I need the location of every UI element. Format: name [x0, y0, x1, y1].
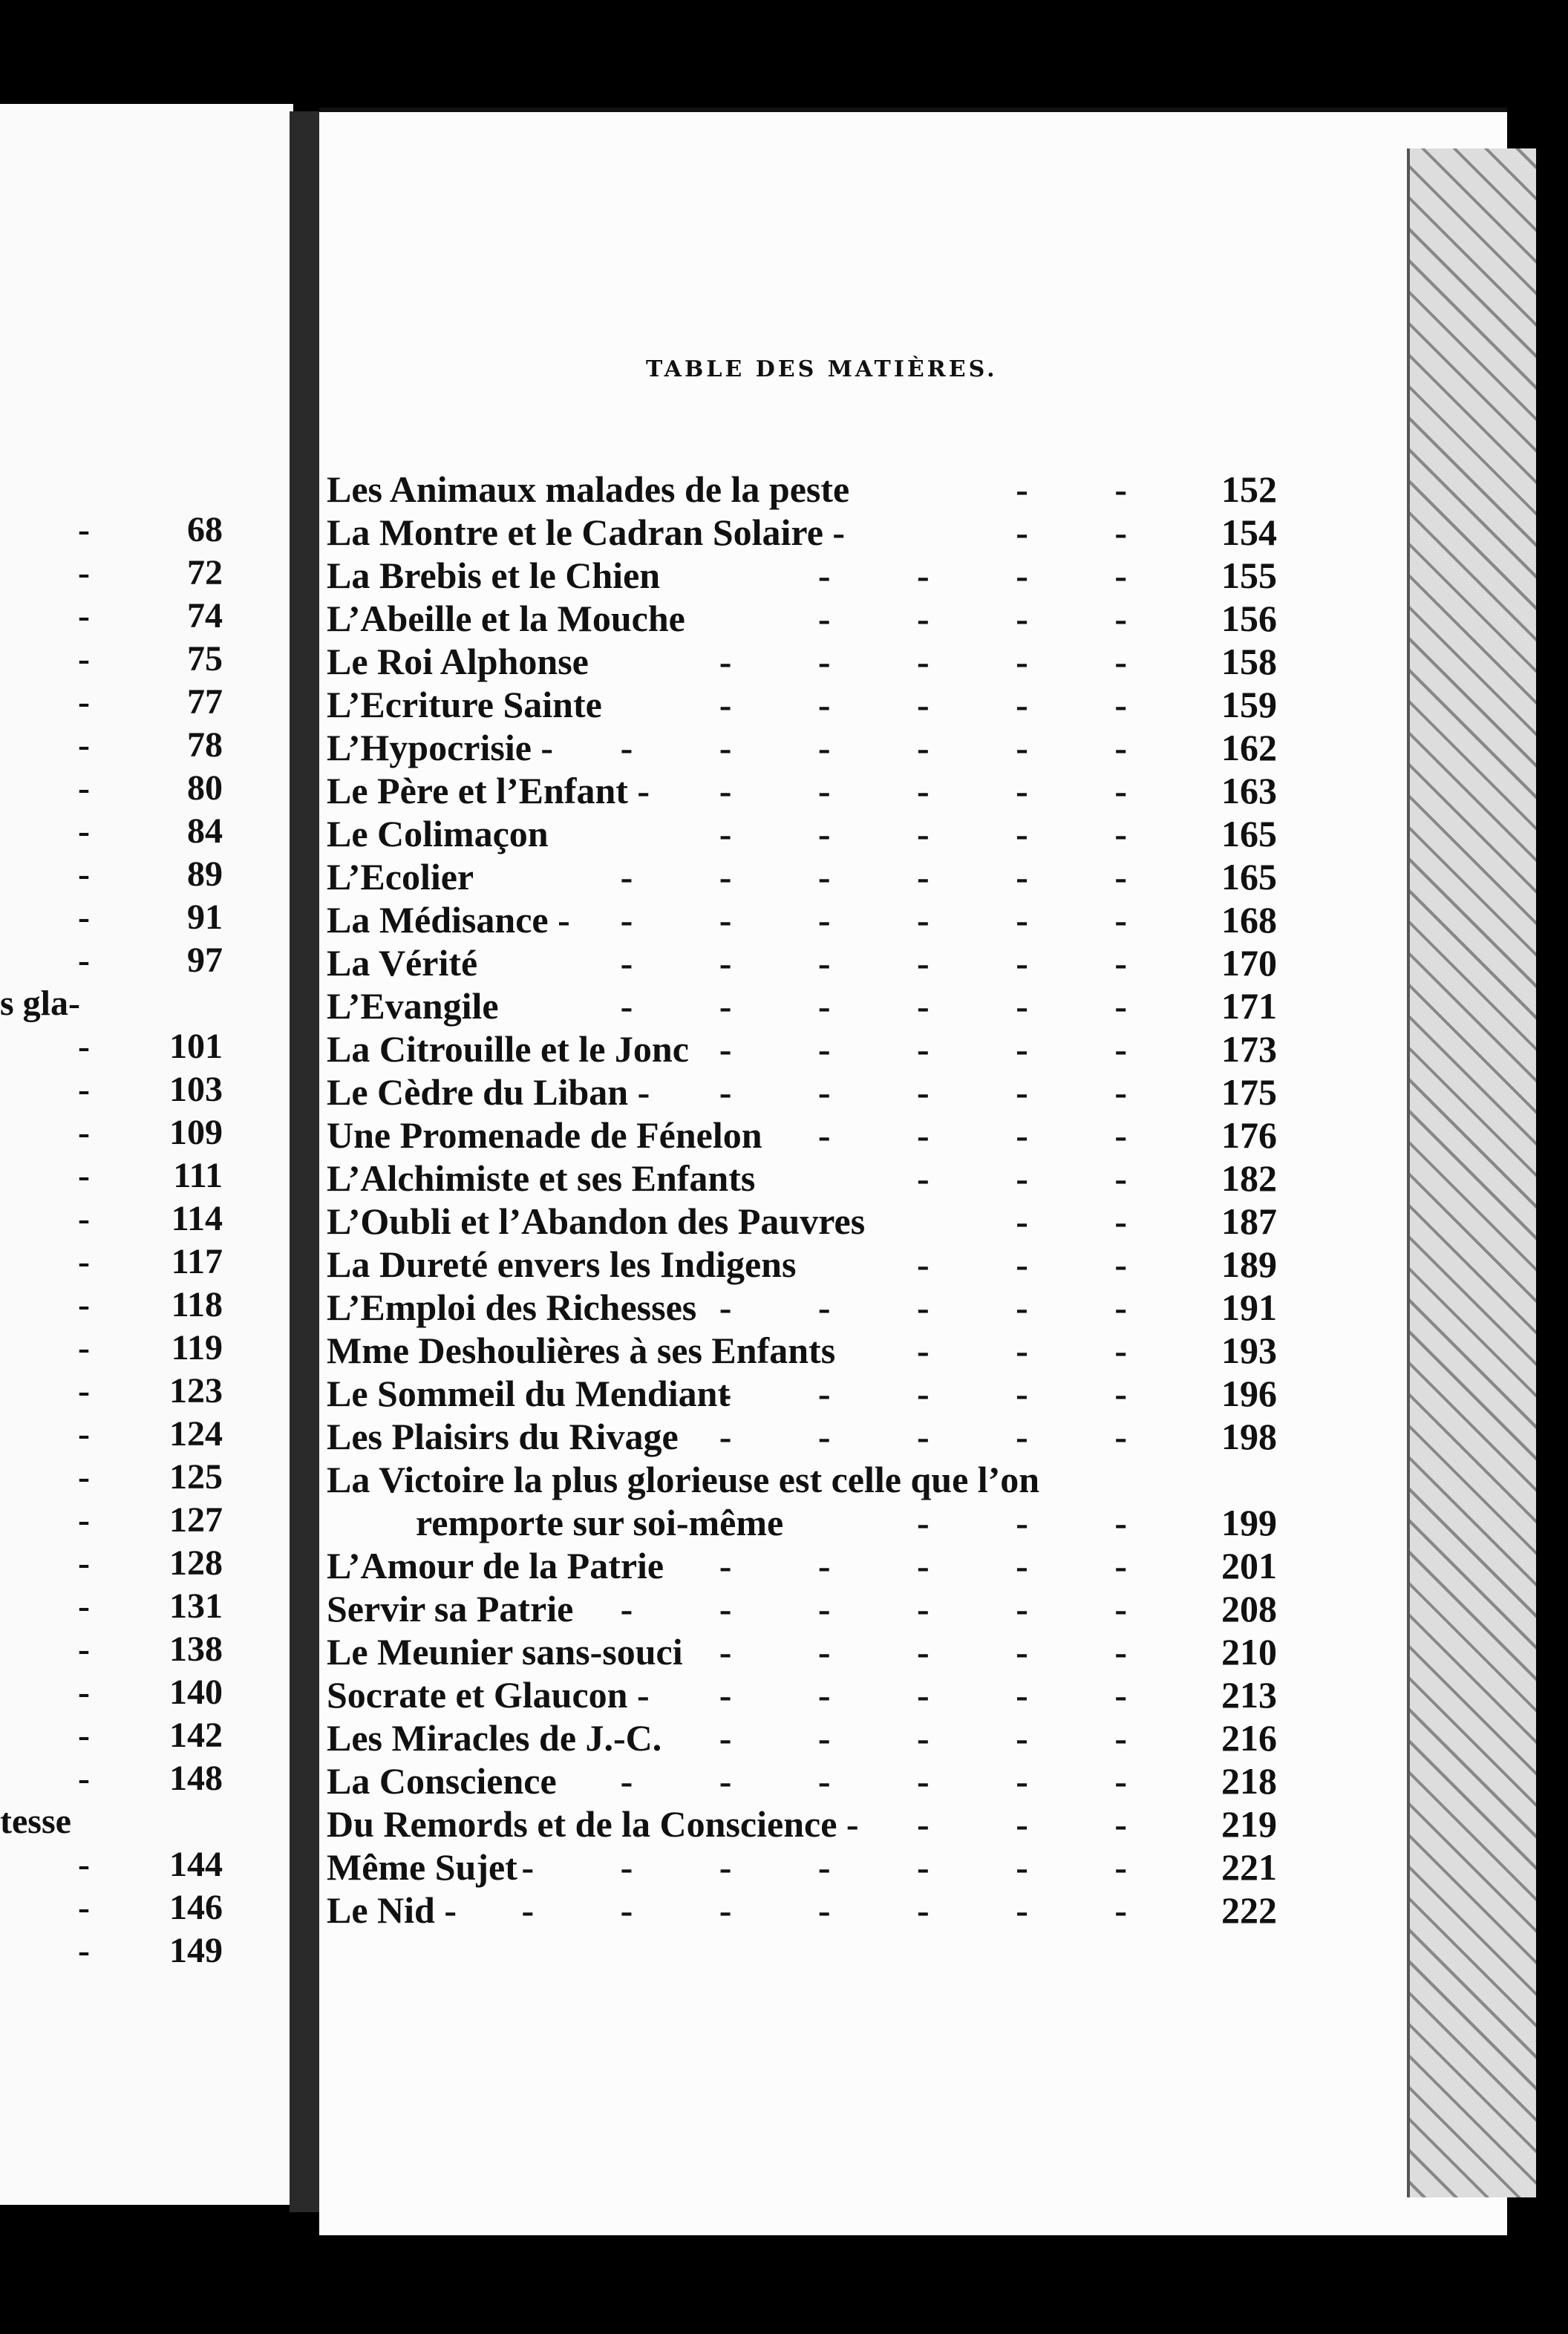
left-page-leader: -: [78, 1285, 90, 1324]
left-page-number: 142: [169, 1716, 223, 1755]
left-page-row: [0, 810, 223, 853]
toc-entry-page-number: 152: [1221, 468, 1277, 510]
toc-entry: [327, 941, 1277, 984]
toc-entry-page-number: 171: [1221, 985, 1277, 1027]
left-page-number: 128: [169, 1543, 223, 1583]
toc-entry: [327, 1802, 1277, 1846]
toc-entry-page-number: 216: [1221, 1717, 1277, 1759]
toc-entry-page-number: 193: [1221, 1330, 1277, 1371]
toc-entry-page-number: 155: [1221, 555, 1277, 596]
toc-entry-title: Une Promenade de Fénelon: [327, 1114, 762, 1156]
left-page-number: 127: [169, 1500, 223, 1540]
toc-entry-title: L’Abeille et la Mouche: [327, 598, 685, 639]
left-page-number: 80: [187, 768, 223, 808]
toc-entry-title: L’Hypocrisie -: [327, 727, 554, 768]
toc-entry-title: La Vérité: [327, 942, 478, 984]
left-page-leader: -: [78, 510, 90, 549]
toc-entry-leader: - - - - - -: [620, 727, 1166, 768]
toc-entry-title: Mme Deshoulières à ses Enfants: [327, 1330, 836, 1371]
left-page-leader: -: [78, 854, 90, 894]
left-page-row: [0, 552, 223, 595]
toc-entry: [327, 1544, 1277, 1587]
toc-entry-leader: - - - -: [817, 1114, 1166, 1156]
left-page-leader: -: [78, 1457, 90, 1497]
left-page-row: [0, 1284, 223, 1327]
left-page-row: [0, 1068, 223, 1111]
left-page-leader: -: [78, 1586, 90, 1626]
left-page-row: [0, 1628, 223, 1671]
toc-entry: [327, 1027, 1277, 1070]
left-page-leader: -: [78, 1199, 90, 1238]
toc-entry: [327, 597, 1277, 640]
left-page-text-fragment: tesse: [0, 1802, 71, 1841]
left-page-number: 68: [187, 510, 223, 549]
toc-entry-leader: - -: [1016, 511, 1166, 553]
toc-entry-leader: - - - - -: [719, 813, 1166, 854]
toc-entry-title: Le Roi Alphonse: [327, 641, 589, 682]
toc-entry-page-number: 159: [1221, 684, 1277, 725]
toc-entry-page-number: 196: [1221, 1373, 1277, 1414]
toc-entry: [327, 1200, 1277, 1243]
toc-entry: [327, 1673, 1277, 1716]
toc-entry-leader: - - - - -: [719, 641, 1166, 682]
left-page-number: 125: [169, 1457, 223, 1497]
left-page-row: [0, 853, 223, 896]
left-page-row: [0, 939, 223, 982]
toc-entry-title: Les Animaux malades de la peste: [327, 468, 850, 510]
left-page-leader: -: [78, 1716, 90, 1755]
toc-entry-leader: - - - - - - -: [521, 1889, 1166, 1931]
left-page-number: 131: [169, 1586, 223, 1626]
toc-entry: [327, 1716, 1277, 1759]
toc-entry-title: La Conscience: [327, 1760, 557, 1802]
left-page-row: [0, 767, 223, 810]
left-page: [0, 104, 293, 2205]
toc-entry-leader: - - - - -: [719, 1373, 1166, 1414]
left-page-number: 117: [171, 1242, 223, 1281]
left-page-row: [0, 1197, 223, 1240]
left-page-row: [0, 1542, 223, 1585]
toc-entry-page-number: 165: [1221, 813, 1277, 854]
toc-entry-title: La Citrouille et le Jonc: [327, 1028, 689, 1070]
toc-entry-page-number: 219: [1221, 1803, 1277, 1845]
left-page-leader: -: [78, 553, 90, 592]
toc-entry-leader: - - - - -: [719, 1674, 1166, 1716]
toc-entry-leader: - - - - - -: [620, 856, 1166, 898]
left-page-row: [0, 896, 223, 939]
toc-entry-page-number: 156: [1221, 598, 1277, 639]
toc-entry-leader: - - - - -: [719, 770, 1166, 811]
left-page-leader: -: [78, 1113, 90, 1152]
toc-entry-title: L’Evangile: [327, 985, 499, 1027]
left-page-leader: -: [78, 725, 90, 765]
toc-entry: [327, 1286, 1277, 1329]
left-page-row: [0, 1327, 223, 1370]
left-page-leader: -: [78, 596, 90, 635]
left-page-leader: -: [78, 1500, 90, 1540]
toc-entry: [327, 468, 1277, 511]
toc-entry-leader: - - -: [917, 1502, 1166, 1543]
left-page-row: [0, 509, 223, 552]
toc-entry-page-number: 198: [1221, 1416, 1277, 1457]
left-page-number: 148: [169, 1759, 223, 1798]
running-title: TABLE DES MATIÈRES.: [646, 356, 998, 382]
left-page-leader: -: [78, 1845, 90, 1884]
toc-entry-page-number: 199: [1221, 1502, 1277, 1543]
toc-entry-title: remporte sur soi-même: [416, 1502, 784, 1543]
toc-entry-title: Le Nid -: [327, 1889, 457, 1931]
left-page-number: 97: [187, 941, 223, 980]
toc-entry-page-number: 170: [1221, 942, 1277, 984]
left-page-number: 84: [187, 811, 223, 851]
toc-entry: [327, 1415, 1277, 1458]
toc-entry-title: La Brebis et le Chien: [327, 555, 661, 596]
toc-entry-page-number: 221: [1221, 1846, 1277, 1888]
left-page-row: [0, 1025, 223, 1068]
left-page-number: 111: [173, 1156, 223, 1195]
toc-entry: [327, 1157, 1277, 1200]
toc-entry-leader: - - -: [917, 1330, 1166, 1371]
toc-entry-page-number: 187: [1221, 1200, 1277, 1242]
left-page-row: [0, 1671, 223, 1714]
left-page-row: [0, 1499, 223, 1542]
left-page-number: 114: [171, 1199, 223, 1238]
left-page-row: [0, 1585, 223, 1628]
toc-entry-leader: - - - -: [817, 598, 1166, 639]
toc-entry-page-number: 175: [1221, 1071, 1277, 1113]
left-page-row: [0, 1370, 223, 1413]
toc-entry: [327, 1846, 1277, 1889]
left-page-toc-fragment: [0, 509, 223, 1972]
left-page-leader: -: [78, 898, 90, 937]
left-page-leader: -: [78, 1543, 90, 1583]
toc-entry-leader: - - - - - -: [620, 985, 1166, 1027]
toc-entry-title: Le Père et l’Enfant -: [327, 770, 650, 811]
toc-entry: [327, 1329, 1277, 1372]
left-page-row: [0, 595, 223, 638]
left-page-number: 140: [169, 1673, 223, 1712]
left-page-number: 149: [169, 1931, 223, 1970]
toc-entry: [327, 984, 1277, 1027]
toc-entry-leader: - - - - -: [719, 1717, 1166, 1759]
left-page-leader: -: [78, 1414, 90, 1454]
left-page-row: [0, 1240, 223, 1284]
left-page-leader: -: [78, 1673, 90, 1712]
left-page-number: 109: [169, 1113, 223, 1152]
left-page-row: [0, 1714, 223, 1757]
toc-entry-page-number: 176: [1221, 1114, 1277, 1156]
toc-entry-page-number: 163: [1221, 770, 1277, 811]
toc-entry-title: Même Sujet: [327, 1846, 517, 1888]
toc-entry-title: Servir sa Patrie: [327, 1588, 574, 1629]
toc-entry-leader: - - - - - -: [620, 899, 1166, 941]
toc-entry: [327, 726, 1277, 769]
left-page-row: [0, 724, 223, 767]
toc-entry-page-number: 218: [1221, 1760, 1277, 1802]
page-edge-texture: [1407, 148, 1536, 2197]
toc-entry-leader: - - -: [917, 1243, 1166, 1285]
toc-entry-leader: - -: [1016, 1200, 1166, 1242]
toc-entry: [327, 511, 1277, 554]
toc-entry-leader: - - - - -: [719, 1028, 1166, 1070]
toc-entry: [327, 1458, 1277, 1501]
left-page-leader: -: [78, 639, 90, 679]
left-page-number: 119: [171, 1328, 223, 1367]
toc-entry-leader: - - - - - - -: [521, 1846, 1166, 1888]
toc-entry-page-number: 165: [1221, 856, 1277, 898]
left-page-number: 146: [169, 1888, 223, 1927]
toc-entry-title: L’Oubli et l’Abandon des Pauvres: [327, 1200, 866, 1242]
left-page-leader: -: [78, 1070, 90, 1109]
left-page-row: [0, 1929, 223, 1972]
left-page-number: 74: [187, 596, 223, 635]
toc-entry: [327, 683, 1277, 726]
toc-entry-leader: - - - - -: [719, 1416, 1166, 1457]
toc-entry-title: La Victoire la plus glorieuse est celle que l’on: [327, 1459, 1040, 1500]
left-page-number: 101: [169, 1027, 223, 1066]
toc-entry-page-number: 154: [1221, 511, 1277, 553]
toc-entry-page-number: 168: [1221, 899, 1277, 941]
toc-entry-page-number: 162: [1221, 727, 1277, 768]
toc-entry: [327, 640, 1277, 683]
left-page-row: [0, 1800, 223, 1843]
table-of-contents: [327, 468, 1277, 1932]
left-page-number: 75: [187, 639, 223, 679]
toc-entry: [327, 1372, 1277, 1415]
left-page-row: [0, 1154, 223, 1197]
toc-entry: [327, 554, 1277, 597]
left-page-row: [0, 1111, 223, 1154]
left-page-row: [0, 1757, 223, 1800]
toc-entry-leader: - -: [1016, 468, 1166, 510]
left-page-leader: -: [78, 768, 90, 808]
left-page-row: [0, 982, 223, 1025]
left-page-row: [0, 638, 223, 681]
left-page-leader: -: [78, 1156, 90, 1195]
toc-entry-leader: - - -: [917, 1803, 1166, 1845]
left-page-number: 123: [169, 1371, 223, 1410]
toc-entry-leader: - - - - -: [719, 1545, 1166, 1586]
toc-entry-leader: - - - -: [817, 555, 1166, 596]
toc-entry: [327, 812, 1277, 855]
left-page-leader: -: [78, 1328, 90, 1367]
toc-entry-page-number: 210: [1221, 1631, 1277, 1673]
toc-entry-page-number: 222: [1221, 1889, 1277, 1931]
toc-entry-title: La Dureté envers les Indigens: [327, 1243, 797, 1285]
toc-entry-page-number: 173: [1221, 1028, 1277, 1070]
book-spine: [290, 111, 319, 2212]
left-page-row: [0, 1456, 223, 1499]
left-page-row: [0, 1413, 223, 1456]
left-page-number: 124: [169, 1414, 223, 1454]
toc-entry-title: La Montre et le Cadran Solaire -: [327, 511, 846, 553]
left-page-leader: -: [78, 1759, 90, 1798]
toc-entry-leader: - - - - - -: [620, 1588, 1166, 1629]
toc-entry-leader: - - - - -: [719, 684, 1166, 725]
toc-entry-page-number: 158: [1221, 641, 1277, 682]
left-page-text-fragment: s gla-: [0, 984, 80, 1023]
toc-entry: [327, 1587, 1277, 1630]
left-page-number: 118: [171, 1285, 223, 1324]
toc-entry-page-number: 208: [1221, 1588, 1277, 1629]
toc-entry: [327, 1889, 1277, 1932]
toc-entry: [327, 1501, 1277, 1544]
toc-entry-title: L’Ecriture Sainte: [327, 684, 602, 725]
left-page-leader: -: [78, 1242, 90, 1281]
toc-entry-title: Les Miracles de J.-C.: [327, 1717, 662, 1759]
left-page-row: [0, 681, 223, 724]
left-page-leader: -: [78, 1931, 90, 1970]
toc-entry-leader: - - -: [917, 1157, 1166, 1199]
toc-entry-leader: - - - - - -: [620, 1760, 1166, 1802]
toc-entry-page-number: 189: [1221, 1243, 1277, 1285]
toc-entry: [327, 1114, 1277, 1157]
left-page-number: 91: [187, 898, 223, 937]
toc-entry-page-number: 201: [1221, 1545, 1277, 1586]
toc-entry: [327, 898, 1277, 941]
toc-entry-title: La Médisance -: [327, 899, 570, 941]
left-page-number: 138: [169, 1629, 223, 1669]
toc-entry-title: L’Amour de la Patrie: [327, 1545, 664, 1586]
toc-entry-leader: - - - - -: [719, 1287, 1166, 1328]
toc-entry-page-number: 213: [1221, 1674, 1277, 1716]
toc-entry: [327, 1759, 1277, 1802]
left-page-leader: -: [78, 1371, 90, 1410]
left-page-number: 77: [187, 682, 223, 722]
toc-entry-title: Le Cèdre du Liban -: [327, 1071, 650, 1113]
toc-entry-title: L’Ecolier: [327, 856, 474, 898]
left-page-row: [0, 1843, 223, 1886]
left-page-leader: -: [78, 682, 90, 722]
toc-entry-leader: - - - - - -: [620, 942, 1166, 984]
toc-entry-title: Du Remords et de la Conscience -: [327, 1803, 859, 1845]
toc-entry-page-number: 182: [1221, 1157, 1277, 1199]
left-page-leader: -: [78, 1629, 90, 1669]
left-page-number: 144: [169, 1845, 223, 1884]
toc-entry-title: Les Plaisirs du Rivage: [327, 1416, 679, 1457]
left-page-leader: -: [78, 1888, 90, 1927]
toc-entry-title: L’Emploi des Richesses: [327, 1287, 697, 1328]
toc-entry-title: Socrate et Glaucon -: [327, 1674, 650, 1716]
left-page-leader: -: [78, 811, 90, 851]
toc-entry: [327, 1070, 1277, 1114]
left-page-leader: -: [78, 1027, 90, 1066]
toc-entry: [327, 855, 1277, 898]
toc-entry-title: Le Sommeil du Mendiant: [327, 1373, 731, 1414]
left-page-number: 103: [169, 1070, 223, 1109]
toc-entry-title: L’Alchimiste et ses Enfants: [327, 1157, 756, 1199]
left-page-number: 78: [187, 725, 223, 765]
left-page-leader: -: [78, 941, 90, 980]
toc-entry: [327, 1243, 1277, 1286]
left-page-number: 72: [187, 553, 223, 592]
toc-entry-leader: - - - - -: [719, 1631, 1166, 1673]
toc-entry-leader: - - - - -: [719, 1071, 1166, 1113]
left-page-row: [0, 1886, 223, 1929]
left-page-number: 89: [187, 854, 223, 894]
toc-entry-title: Le Colimaçon: [327, 813, 549, 854]
toc-entry: [327, 769, 1277, 812]
toc-entry: [327, 1630, 1277, 1673]
toc-entry-page-number: 191: [1221, 1287, 1277, 1328]
toc-entry-title: Le Meunier sans-souci: [327, 1631, 683, 1673]
